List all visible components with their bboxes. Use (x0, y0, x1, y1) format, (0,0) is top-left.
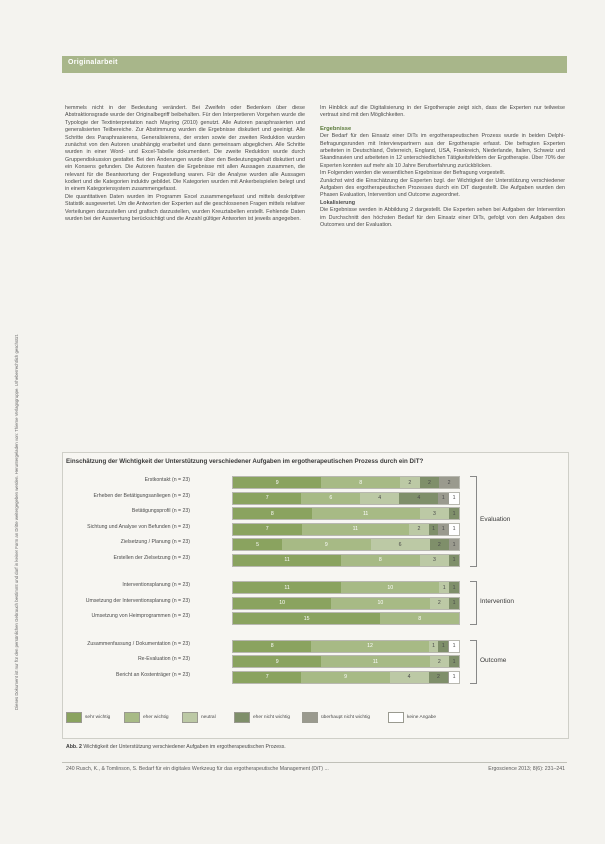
bar-segment: 11 (321, 656, 429, 667)
section-tag: Originalarbeit (68, 59, 118, 66)
results-heading: Ergebnisse (320, 125, 352, 132)
chart-row (62, 581, 567, 592)
bar-segment: 12 (311, 641, 428, 652)
legend-label: neutral (201, 714, 216, 720)
stacked-bar (232, 476, 460, 489)
bar-segment: 1 (438, 524, 448, 535)
figure-title: Einschätzung der Wichtigkeit der Unterstützung verschiedener Aufgaben im ergotherapeutischen Prozess durch ein DiT? (66, 458, 424, 465)
bar-segment: 1 (449, 539, 459, 550)
row-label: Betätigungsprofil (n = 23) (131, 508, 190, 514)
row-label: Zielsetzung / Planung (n = 23) (120, 539, 190, 545)
stacked-bar (232, 523, 460, 536)
legend-item (182, 712, 216, 722)
row-label: Re-Evaluation (n = 23) (137, 656, 190, 662)
bar-segment: 1 (448, 672, 459, 683)
legend-item (388, 712, 436, 722)
legend-label: eher nicht wichtig (253, 714, 291, 720)
bar-segment: 2 (430, 539, 450, 550)
group-bracket (470, 640, 477, 684)
right-paragraph-5: Die Ergebnisse werden in Abbildung 2 dargestellt. Die Experten sehen bei Aufgaben der Intervention im Durchschnitt den höchsten Bedarf für den Einsatz einer DiTs, gefolgt von den Aufgaben des Outcomes und der Evaluation. (320, 207, 565, 229)
bar-segment: 8 (233, 641, 311, 652)
row-label: Umsetzung von Heimprogrammen (n = 23) (91, 613, 190, 619)
legend-item (66, 712, 110, 722)
row-label: Erstellen der Zielsetzung (n = 23) (113, 554, 190, 561)
bar-segment: 9 (233, 656, 321, 667)
stacked-bar (232, 581, 460, 594)
bar-segment: 7 (233, 672, 301, 683)
right-paragraph-4: Zunächst wird die Einschätzung der Experten bzgl. der Wichtigkeit der Unterstützung verschiedener Aufgaben des ergotherapeutischen Prozesses durch ein DiT dargestellt. Die Aufgaben wurden den Phasen Evaluation, Intervention und Outcome zugeordnet. (320, 177, 565, 199)
chart-row (62, 554, 567, 565)
bar-segment: 1 (438, 641, 448, 652)
bar-segment: 1 (448, 641, 459, 652)
bar-segment: 1 (439, 582, 449, 593)
bar-segment: 1 (449, 598, 459, 609)
legend-swatch (388, 712, 404, 723)
bar-segment: 2 (430, 598, 450, 609)
stacked-bar (232, 507, 460, 520)
bar-segment: 1 (448, 493, 459, 504)
chart-legend (66, 712, 566, 724)
caption-text: Wichtigkeit der Unterstützung verschiedener Aufgaben im ergotherapeutischen Prozess. (83, 744, 286, 750)
stacked-bar (232, 554, 460, 567)
bar-segment: 3 (420, 555, 449, 566)
bar-segment: 6 (301, 493, 360, 504)
group-label: Intervention (480, 598, 514, 605)
row-label: Erstkontakt (n = 23) (144, 477, 190, 483)
bar-segment: 15 (233, 613, 380, 624)
figure-caption (66, 744, 566, 750)
stacked-bar (232, 671, 460, 684)
caption-label: Abb. 2 (66, 744, 82, 750)
bar-segment: 1 (449, 656, 459, 667)
bar-segment: 9 (233, 477, 321, 488)
bar-segment: 2 (409, 524, 429, 535)
legend-label: sehr wichtig (85, 714, 111, 720)
bar-segment: 8 (233, 508, 312, 519)
group-label: Evaluation (480, 516, 511, 524)
stacked-bar (232, 655, 460, 668)
row-label: Sichtung und Analyse von Befunden (n = 23) (87, 523, 190, 530)
bar-segment: 11 (302, 524, 410, 535)
bar-segment: 2 (439, 477, 459, 488)
stacked-bar (232, 597, 460, 610)
bar-segment: 2 (430, 656, 450, 667)
legend-item (302, 712, 370, 722)
right-paragraph-2: Der Bedarf für den Einsatz einer DiTs im ergotherapeutischen Prozess wurde in beiden Delphi-Befragungsrunden mit Interviewpartnern aus der Ergotherapie erfasst. Die befragten Experten arbeiteten in Deutschland, Österreich, England, USA, Frankreich, Niederlande, Italien, Schweiz und Skandinavien und arbeiteten in 12 unterschiedlichen Tätigkeitsfeldern der Ergotherapie. Über 70% der Experten konnten auf mehr als 10 Jahre Berufserfahrung zurückblicken. (320, 133, 565, 169)
legend-item (234, 712, 290, 722)
row-label: Bericht an Kostenträger (n = 23) (116, 671, 190, 678)
chart-row (62, 492, 567, 503)
chart-row (62, 476, 567, 487)
right-column (320, 105, 565, 230)
chart-row (62, 612, 567, 623)
bar-segment: 11 (233, 582, 341, 593)
bar-segment: 8 (380, 613, 459, 624)
bar-segment: 7 (233, 524, 302, 535)
group-label: Outcome (480, 656, 507, 664)
chart-row (62, 671, 567, 682)
bar-segment: 11 (312, 508, 420, 519)
bar-segment: 4 (399, 493, 438, 504)
bar-segment: 4 (360, 493, 399, 504)
bar-segment: 11 (233, 555, 341, 566)
chart-row (62, 523, 567, 534)
bar-segment: 9 (282, 539, 370, 550)
legend-swatch (234, 712, 250, 723)
bar-segment: 1 (438, 493, 448, 504)
bar-segment: 1 (449, 555, 459, 566)
row-label: Erheben der Betätigungsanliegen (n = 23) (93, 492, 190, 499)
bar-segment: 5 (233, 539, 282, 550)
bar-segment: 8 (341, 555, 420, 566)
bar-segment: 1 (449, 582, 459, 593)
side-note (14, 120, 26, 710)
legend-swatch (182, 712, 198, 723)
bar-segment: 2 (400, 477, 420, 488)
legend-item (124, 712, 169, 722)
chart-row (62, 538, 567, 549)
right-paragraph-3: Im Folgenden werden die wesentlichen Ergebnisse der Befragung vorgestellt. (320, 170, 506, 177)
legend-swatch (302, 712, 318, 723)
bar-segment: 1 (448, 524, 459, 535)
chart-row (62, 640, 567, 651)
row-label: Interventionsplanung (n = 23) (122, 582, 190, 588)
bar-segment: 1 (429, 641, 439, 652)
footer-divider (62, 762, 567, 763)
right-paragraph-1: Im Hinblick auf die Digitalisierung in der Ergotherapie zeigt sich, dass die Experten nur teilweise vertraut sind mit den Möglichkeiten. (320, 105, 565, 119)
legend-label: eher wichtig (143, 714, 169, 720)
left-paragraph-1: hemmels nicht in der Bedeutung verändert. Bei Zweifeln oder Bedenken über diese Abstraktionsgrade wurde der Originalbegriff beibehalten. Für den Interpretieren Vorgehen wurde die Typologie der Textinterpretation nach Mayring (2010) genutzt. Alle Autoren paraphrasierten und generalisierten Teilbereiche. Zur Abstimmung wurden die Ergebnisse diskutiert und geeinigt. Alle Schritte des Paraphrasierens, Generalisierens, der ersten sowie der zweiten Reduktion wurden zunächst von den Autoren unabhängig erarbeitet und dann gemeinsam abgeglichen. Alle Schritte wurden in einer Word- und Excel-Tabelle dokumentiert. Die zweite Reduktion wurde durch Gruppendiskussion gestaltet. Bei den Änderungen wurde über den Bedeutungsgehalt diskutiert und ein Konsens gefunden. Die Autoren fassten die Ergebnisse mit allen Aussagen zusammen, die relevant für die Beantwortung der Fragestellung waren. Für die Analyse wurden alle Aussagen kodiert und die Kategorien induktiv gebildet. Die Kategorien wurden mit Ankerbeispielen belegt und in einem Kategoriensystem zusammengefasst. (65, 105, 305, 193)
bar-segment: 1 (429, 524, 439, 535)
bar-segment: 8 (321, 477, 400, 488)
highlight-phrase-line (320, 200, 565, 207)
stacked-bar (232, 612, 460, 625)
bar-segment: 10 (341, 582, 439, 593)
bar-segment: 1 (449, 508, 459, 519)
stacked-bar (232, 640, 460, 653)
legend-label: überhaupt nicht wichtig (321, 714, 371, 720)
side-note-text: Dieses Dokument ist nur für den persönlichen Gebrauch bestimmt und darf in keiner Form an Dritte weitergegeben werden. Heruntergeladen von: Thieme Verlagsgruppe. Urheberrechtlich geschützt. (14, 333, 19, 710)
footer-journal: Ergoscience 2013; 8(6): 231–241 (488, 766, 565, 772)
legend-label: keine Angabe (407, 714, 437, 720)
legend-swatch (124, 712, 140, 723)
group-bracket (470, 476, 477, 567)
bar-segment: 2 (420, 477, 440, 488)
footer-citation: 240 Rusch, K., & Tomlinson, S. Bedarf für ein digitales Werkzeug für das ergotherapeutische Management (DiT) ... (66, 766, 329, 772)
left-column (65, 105, 305, 224)
legend-swatch (66, 712, 82, 723)
bar-segment: 4 (390, 672, 429, 683)
stacked-bar (232, 492, 460, 505)
row-label: Zusammenfassung / Dokumentation (n = 23) (87, 640, 190, 647)
bar-segment: 7 (233, 493, 301, 504)
row-label: Umsetzung der Interventionsplanung (n = 23) (85, 597, 190, 604)
bar-segment: 9 (301, 672, 389, 683)
bar-segment: 10 (331, 598, 429, 609)
bar-segment: 10 (233, 598, 331, 609)
bar-segment: 3 (420, 508, 449, 519)
stacked-bar (232, 538, 460, 551)
bar-segment: 6 (371, 539, 430, 550)
group-bracket (470, 581, 477, 625)
highlight-phrase: Lokalisierung (320, 199, 356, 206)
left-paragraph-2: Die quantitativen Daten wurden im Programm Excel zusammengefasst und mittels deskriptiver Statistik ausgewertet. Um die Antworten der Experten auf die geschlossenen Fragen mittels relativer Verteilungen darzustellen und grafisch darzustellen, wurden Kreuztabellen erstellt. Fehlende Daten wurden bei der Auswertung berücksichtigt und die Anzahl gültiger Antworten ist jeweils angegeben. (65, 193, 305, 223)
header-bar (62, 56, 567, 73)
bar-segment: 2 (429, 672, 449, 683)
